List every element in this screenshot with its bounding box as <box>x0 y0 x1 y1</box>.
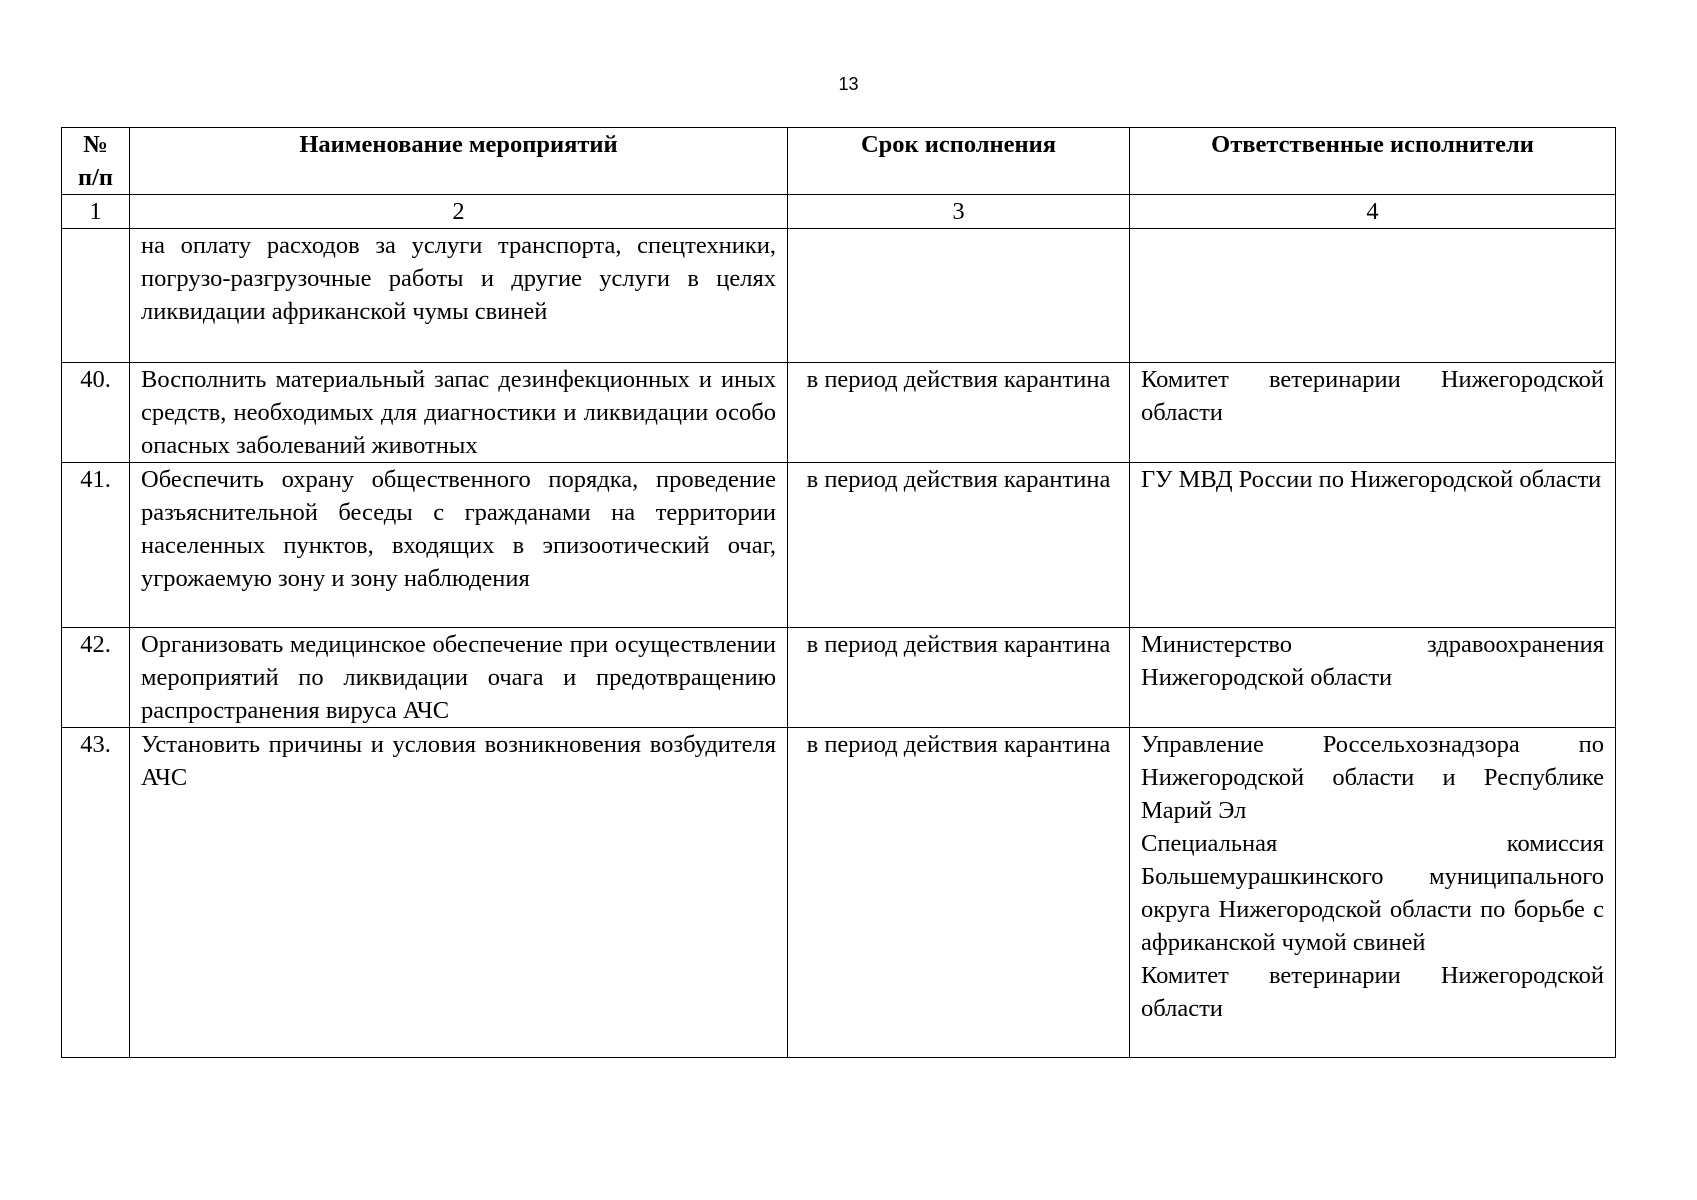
responsible: Комитет ветеринарии Нижегородской области <box>1130 363 1616 463</box>
page-number: 13 <box>838 74 859 94</box>
row-number: 40. <box>62 363 130 463</box>
measure-name: Организовать медицинское обеспечение при осуществлении мероприятий по ликвидации очага и предотвращению распространения вируса АЧС <box>130 628 788 728</box>
responsible <box>1130 229 1616 363</box>
deadline: в период действия карантина <box>788 728 1130 1058</box>
column-number: 1 <box>62 195 130 229</box>
row-number: 43. <box>62 728 130 1058</box>
deadline <box>788 229 1130 363</box>
deadline: в период действия карантина <box>788 628 1130 728</box>
responsible-entry: Комитет ветеринарии Нижегородской области <box>1141 962 1604 1022</box>
table-header-row <box>62 128 1616 195</box>
column-number-row <box>62 195 1616 229</box>
responsible: Министерство здравоохранения Нижегородской области <box>1130 628 1616 728</box>
measures-table <box>61 127 1616 1058</box>
header-responsible: Ответственные исполнители <box>1130 128 1616 195</box>
column-number: 4 <box>1130 195 1616 229</box>
responsible <box>1130 728 1616 1058</box>
responsible: ГУ МВД России по Нижегородской области <box>1130 463 1616 628</box>
responsible-entry: Управление Россельхознадзора по Нижегородской области и Республике Марий Эл <box>1141 731 1604 824</box>
deadline: в период действия карантина <box>788 363 1130 463</box>
column-number: 2 <box>130 195 788 229</box>
measure-name: Установить причины и условия возникновения возбудителя АЧС <box>130 728 788 1058</box>
measure-name: Восполнить материальный запас дезинфекционных и иных средств, необходимых для диагностики и ликвидации особо опасных заболеваний животных <box>130 363 788 463</box>
row-number: 42. <box>62 628 130 728</box>
measure-name: на оплату расходов за услуги транспорта, спецтехники, погрузо-разгрузочные работы и другие услуги в целях ликвидации африканской чумы свиней <box>130 229 788 363</box>
table-row <box>62 728 1616 1058</box>
deadline: в период действия карантина <box>788 463 1130 628</box>
header-name: Наименование мероприятий <box>130 128 788 195</box>
responsible-entry: Специальная комиссия Большемурашкинского муниципального округа Нижегородской области по борьбе с африканской чумой свиней <box>1141 830 1604 956</box>
row-number <box>62 229 130 363</box>
table-row <box>62 363 1616 463</box>
table-row <box>62 628 1616 728</box>
row-number: 41. <box>62 463 130 628</box>
table-row <box>62 463 1616 628</box>
header-deadline: Срок исполнения <box>788 128 1130 195</box>
table-row <box>62 229 1616 363</box>
measure-name: Обеспечить охрану общественного порядка, проведение разъяснительной беседы с гражданами на территории населенных пунктов, входящих в эпизоотический очаг, угрожаемую зону и зону наблюдения <box>130 463 788 628</box>
column-number: 3 <box>788 195 1130 229</box>
header-number: № п/п <box>62 128 130 195</box>
